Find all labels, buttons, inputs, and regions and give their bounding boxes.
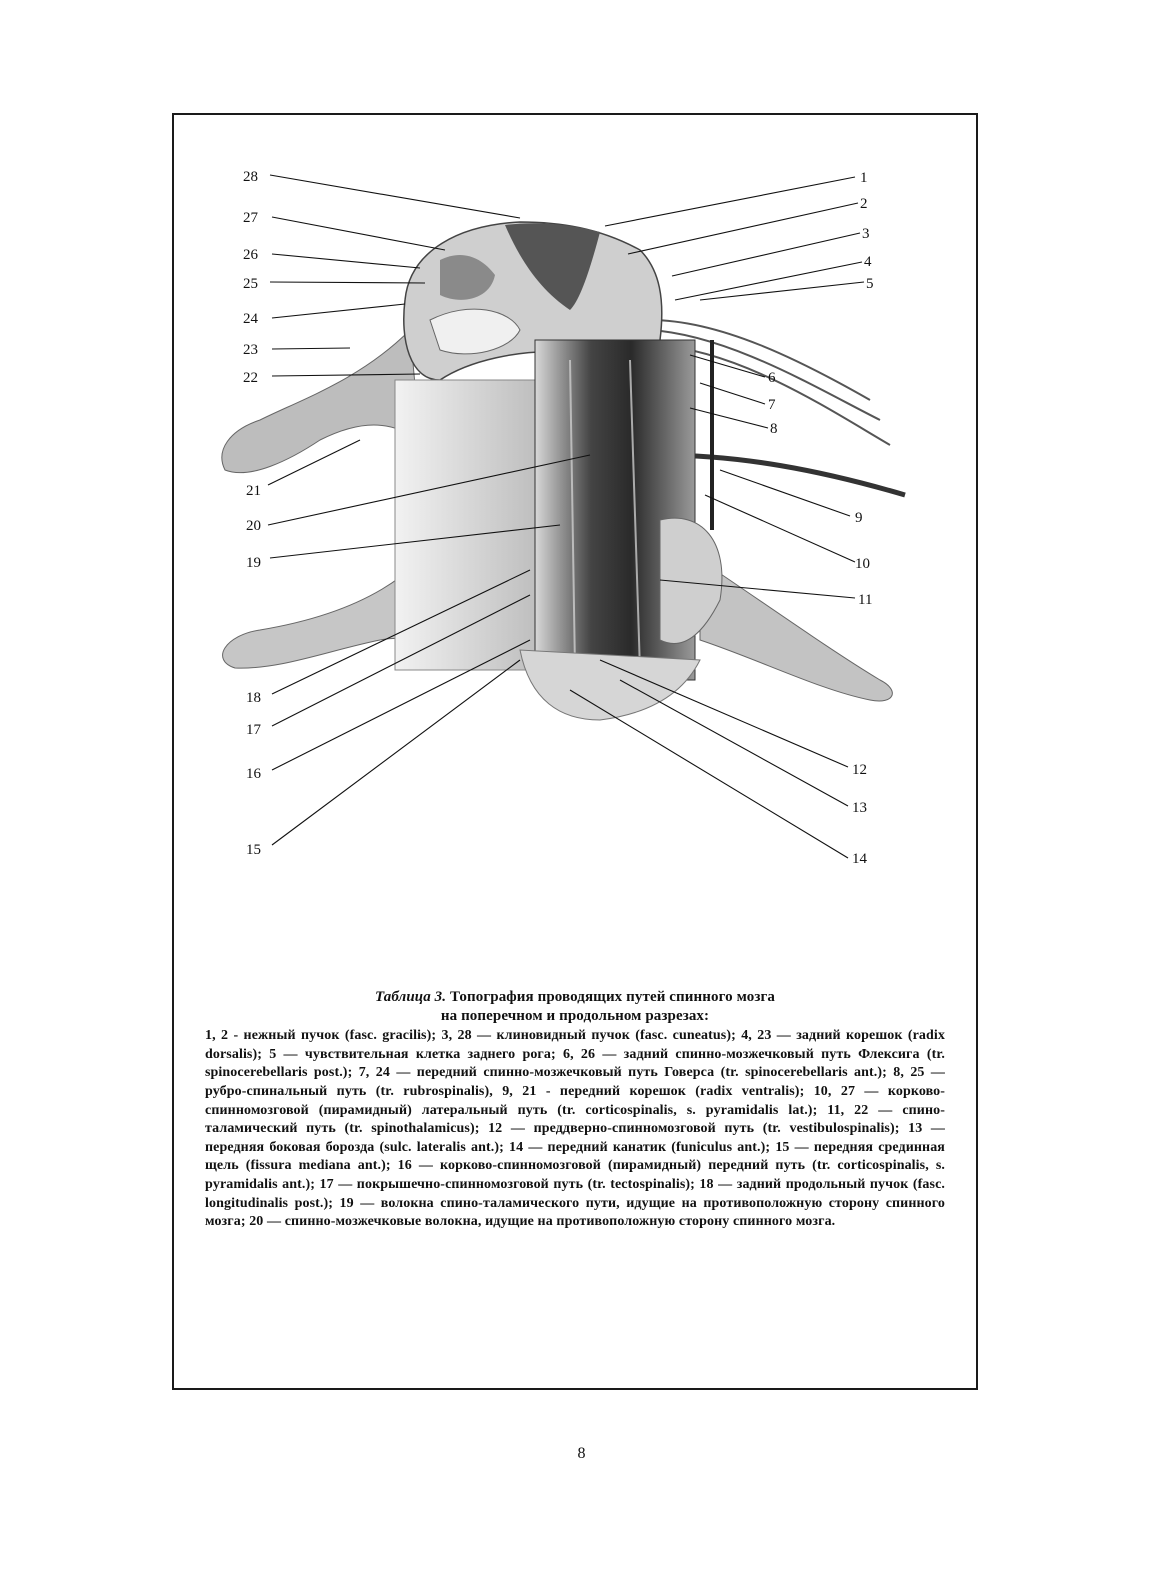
label-27: 27 xyxy=(243,210,258,226)
label-4: 4 xyxy=(864,254,872,270)
label-18: 18 xyxy=(246,690,261,706)
label-2: 2 xyxy=(860,196,868,212)
label-21: 21 xyxy=(246,483,261,499)
caption-subtitle: на поперечном и продольном разрезах: xyxy=(440,1007,710,1024)
label-10: 10 xyxy=(855,556,870,572)
label-20: 20 xyxy=(246,518,261,534)
label-3: 3 xyxy=(862,226,870,242)
label-5: 5 xyxy=(866,276,874,292)
label-14: 14 xyxy=(852,851,867,867)
page-number: 8 xyxy=(577,1445,586,1462)
label-9: 9 xyxy=(855,510,863,526)
label-8: 8 xyxy=(770,421,778,437)
label-11: 11 xyxy=(858,592,873,608)
figure-caption xyxy=(205,988,945,1232)
label-15: 15 xyxy=(246,842,261,858)
label-23: 23 xyxy=(243,342,258,358)
label-17: 17 xyxy=(246,722,261,738)
label-22: 22 xyxy=(243,370,258,386)
label-26: 26 xyxy=(243,247,258,263)
label-6: 6 xyxy=(768,370,776,386)
label-19: 19 xyxy=(246,555,261,571)
caption-body: 1, 2 - нежный пучок (fasc. gracilis); 3, 28 — клиновидный пучок (fasc. cuneatus); 4, 23 — задний корешок (radix dorsalis); 5 — чувствительная клетка заднего рога; 6, 26 — задний спинно-мозжечковый путь Флексига (tr. spinocerebellaris post.); 7, 24 — передний спинно-мозжечковый путь Говерса (tr. spinocerebellaris ant.); 8, 25 — рубро-спинальный путь (tr. rubrospinalis), 9, 21 - передний корешок (radix ventralis); 10, 27 — корково-спинномозговой (пирамидный) латеральный путь (tr. corticospinalis, s. pyramidalis lat.); 11, 22 — спино-таламический путь (tr. spinothalamicus); 12 — преддверно-спинномозговой путь (tr. vestibulospinalis); 13 — передняя боковая борозда (sulc. lateralis ant.); 14 — передний канатик (funiculus ant.); 15 — передняя срединная щель (fissura mediana ant.); 16 — корково-спинномозговой (пирамидный) передний путь (tr. corticospinalis, s. pyramidalis ant.); 17 — покрышечно-спинномозговой путь (tr. tectospinalis); 18 — задний продольный пучок (fasc. longitudinalis post.); 19 — волокна спино-таламического пути, идущие на противоположную сторону спинного мозга; 20 — спинно-мозжечковые волокна, идущие на противоположную сторону спинного мозга. xyxy=(205,1028,945,1230)
label-25: 25 xyxy=(243,276,258,292)
dark-cord-body xyxy=(535,340,722,680)
label-13: 13 xyxy=(852,800,867,816)
caption-title-text: Топография проводящих путей спинного мозга xyxy=(449,989,775,1005)
label-1: 1 xyxy=(860,170,868,186)
caption-title-italic: Таблица 3. xyxy=(375,989,447,1005)
label-12: 12 xyxy=(852,762,867,778)
caption-title xyxy=(205,988,945,1007)
label-24: 24 xyxy=(243,311,258,327)
label-16: 16 xyxy=(246,766,261,782)
label-7: 7 xyxy=(768,397,776,413)
label-28: 28 xyxy=(243,169,258,185)
